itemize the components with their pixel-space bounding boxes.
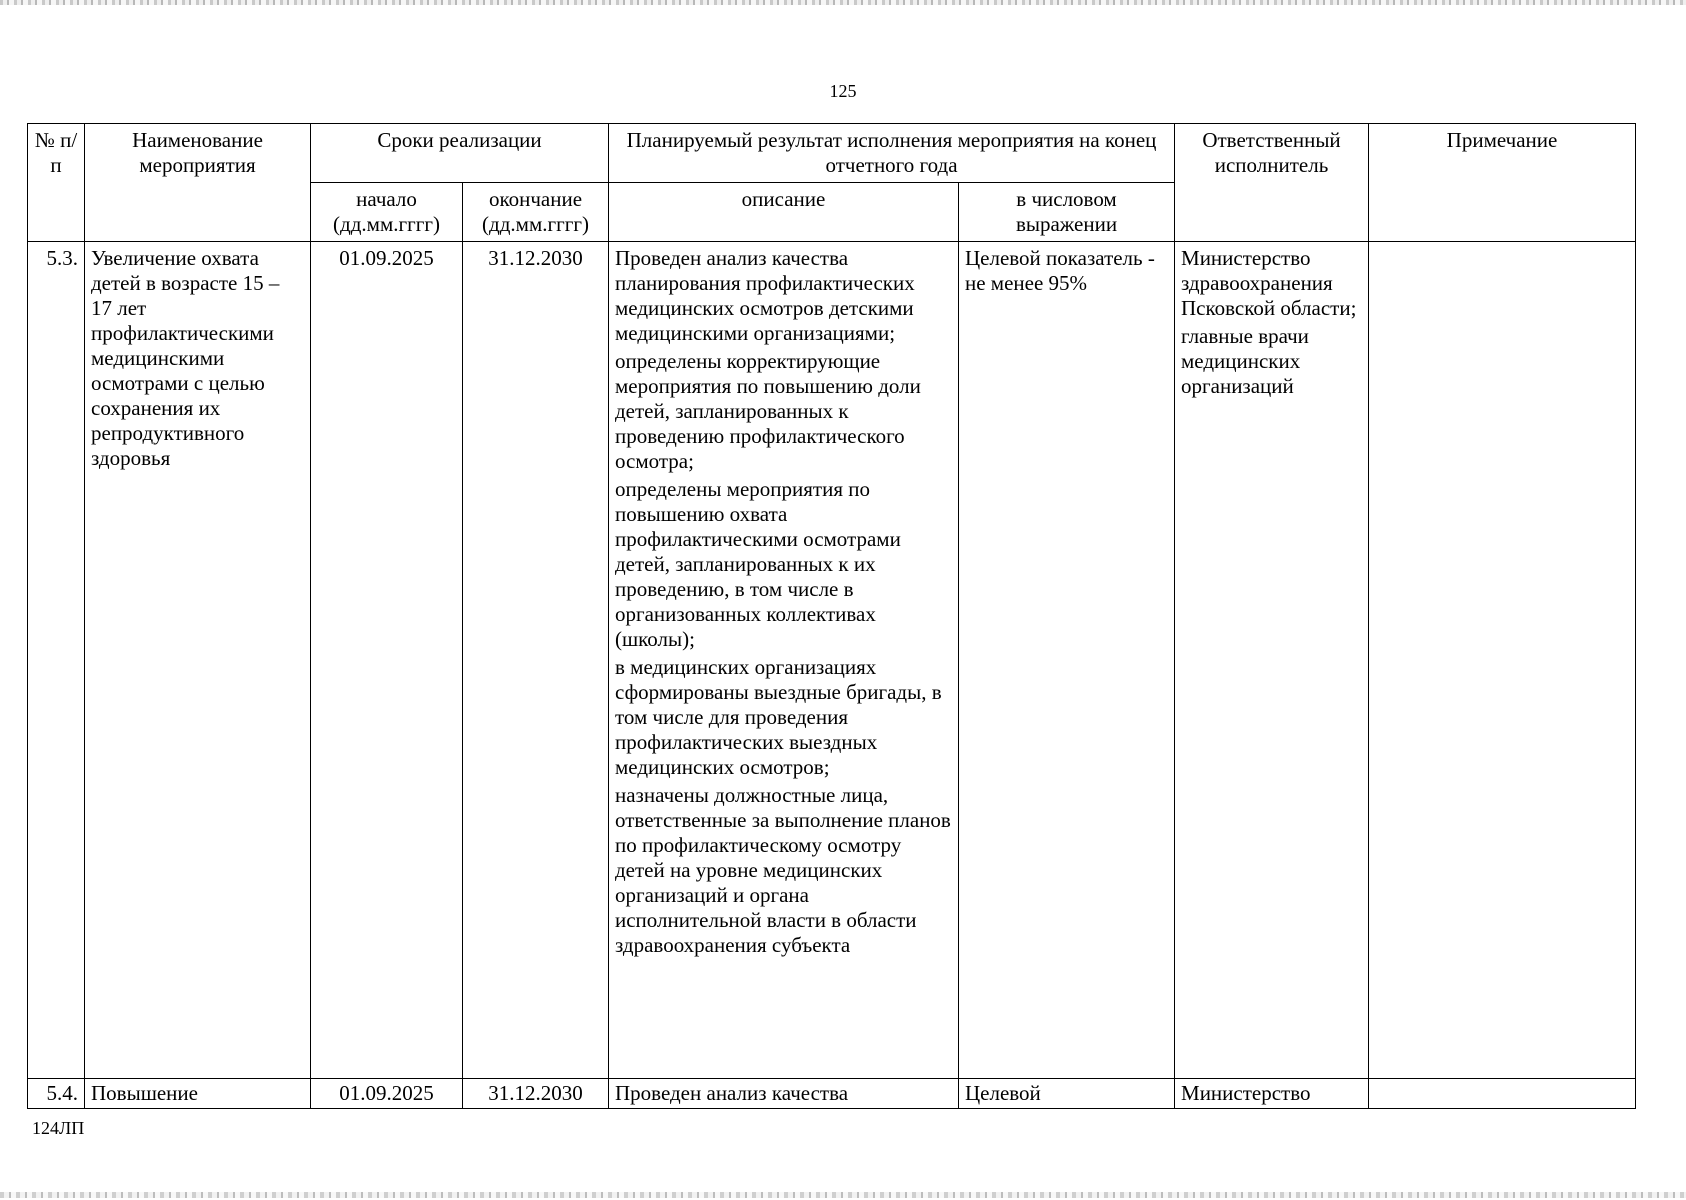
document-code: 124ЛП xyxy=(32,1118,85,1138)
row-start-date: 01.09.2025 xyxy=(311,242,463,1079)
header-result: Планируемый результат исполнения мероприятия на конец отчетного года xyxy=(609,124,1175,183)
plan-table xyxy=(27,123,1636,1109)
header-terms: Сроки реализации xyxy=(311,124,609,183)
row-end-date: 31.12.2030 xyxy=(463,242,609,1079)
scan-edge-top xyxy=(0,0,1686,5)
row-note xyxy=(1369,1079,1636,1109)
description-item: определены корректирующие мероприятия по повышению доли детей, запланированных к проведению профилактического осмотра; xyxy=(615,349,921,473)
row-description xyxy=(609,242,959,1079)
description-item: Проведен анализ качества планирования профилактических медицинских осмотров детскими медицинскими организациями; xyxy=(615,246,915,345)
row-num: 5.3. xyxy=(28,242,85,1079)
row-responsible xyxy=(1175,242,1369,1079)
row-end-date: 31.12.2030 xyxy=(463,1079,609,1109)
row-num: 5.4. xyxy=(28,1079,85,1109)
row-name: Повышение xyxy=(85,1079,311,1109)
row-start-date: 01.09.2025 xyxy=(311,1079,463,1109)
row-numeric: Целевой xyxy=(959,1079,1175,1109)
row-responsible: Министерство xyxy=(1175,1079,1369,1109)
row-numeric: Целевой показатель - не менее 95% xyxy=(959,242,1175,1079)
table-header-row xyxy=(28,124,1636,183)
description-item: назначены должностные лица, ответственные за выполнение планов по профилактическому осмотру детей на уровне медицинских организаций и органа исполнительной власти в области здравоохранения субъекта xyxy=(615,783,951,957)
row-name: Увеличение охвата детей в возрасте 15 – 17 лет профилактическими медицинскими осмотрами с целью сохранения их репродуктивного здоровья xyxy=(85,242,311,1079)
responsible-item: Министерство здравоохранения Псковской области; xyxy=(1181,246,1357,320)
header-description: описание xyxy=(609,183,959,242)
table-row xyxy=(28,242,1636,1079)
responsible-item: главные врачи медицинских организаций xyxy=(1181,324,1309,398)
page-number: 125 xyxy=(829,81,857,101)
row-note xyxy=(1369,242,1636,1079)
header-responsible: Ответственный исполнитель xyxy=(1175,124,1369,242)
row-description: Проведен анализ качества xyxy=(609,1079,959,1109)
header-numeric: в числовом выражении xyxy=(959,183,1175,242)
table-row xyxy=(28,1079,1636,1109)
description-item: определены мероприятия по повышению охвата профилактическими осмотрами детей, запланированных к их проведению, в том числе в организованных коллективах (школы); xyxy=(615,477,901,651)
header-start: начало (дд.мм.гггг) xyxy=(311,183,463,242)
header-num: № п/п xyxy=(28,124,85,242)
description-item: в медицинских организациях сформированы выездные бригады, в том числе для проведения профилактических выездных медицинских осмотров; xyxy=(615,655,942,779)
scan-edge-bottom xyxy=(0,1192,1686,1198)
header-note: Примечание xyxy=(1369,124,1636,242)
header-end: окончание (дд.мм.гггг) xyxy=(463,183,609,242)
header-name: Наименование мероприятия xyxy=(85,124,311,242)
